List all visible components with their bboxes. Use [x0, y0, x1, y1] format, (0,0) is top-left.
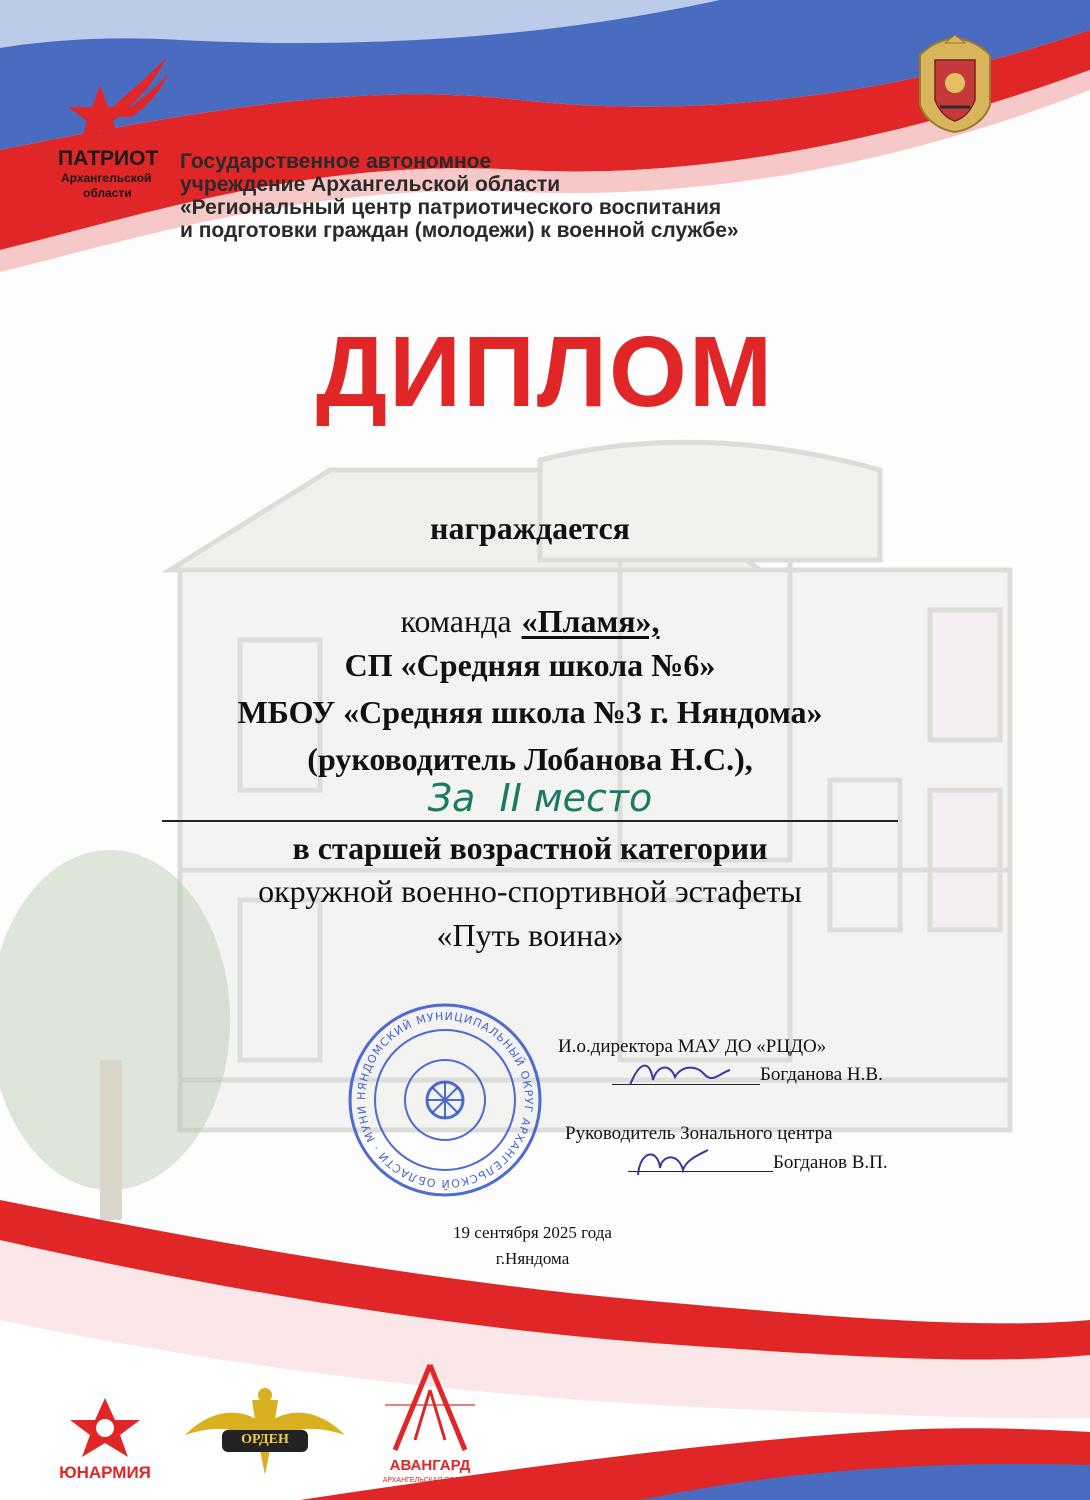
yunarmiya-star-icon	[40, 1395, 170, 1460]
avangard-logo	[365, 1360, 495, 1495]
avangard-sublabel: АРХАНГЕЛЬСКАЯ ОБЛАСТЬ	[382, 1477, 478, 1484]
signature-1-name: Богданова Н.В.	[760, 1064, 883, 1085]
orden-label: ОРДЕН	[241, 1432, 289, 1447]
patriot-logo-sub1: Архангельской	[61, 171, 152, 185]
coat-of-arms	[910, 35, 1000, 135]
diploma-title: ДИПЛОМ	[315, 316, 775, 428]
handwritten-place: За II место	[427, 776, 653, 820]
official-stamp	[345, 1000, 545, 1200]
stamp-seal-icon	[345, 1000, 545, 1200]
recipient-leader: (руководитель Лобанова Н.С.),	[307, 741, 753, 777]
patriot-star-icon	[55, 55, 175, 150]
category-line: в старшей возрастной категории	[292, 830, 768, 866]
team-prefix: команда	[400, 603, 512, 639]
recipient-school: МБОУ «Средняя школа №3 г. Няндома»	[237, 694, 823, 730]
event-line: окружной военно-спортивной эстафеты	[258, 873, 802, 909]
orden-eagle-icon	[180, 1380, 350, 1480]
organization-line: учреждение Архангельской области	[180, 173, 561, 196]
organization-block	[180, 150, 739, 242]
organization-line: и подготовки граждан (молодежи) к военной службе»	[180, 219, 739, 242]
city-line: г.Няндома	[495, 1249, 570, 1268]
patriot-logo	[55, 55, 175, 205]
signature-1-position: И.о.директора МАУ ДО «РЦДО»	[558, 1036, 827, 1057]
signature-2-name: Богданов В.П.	[773, 1152, 888, 1173]
stamp-ring-text: НЯНДОМСКИЙ МУНИЦИПАЛЬНЫЙ ОКРУГ АРХАНГЕЛЬСКОЙ ОБЛАСТИ · МУНИ	[354, 1009, 536, 1191]
event-name: «Путь воина»	[436, 917, 624, 953]
patriot-logo-sub2: области	[83, 186, 132, 200]
recipient-team-line	[0, 603, 1060, 640]
patriot-logo-name: ПАТРИОТ	[58, 147, 159, 170]
avangard-label: АВАНГАРД	[389, 1457, 471, 1474]
signature-2-mark	[628, 1140, 718, 1185]
team-name: «Пламя»,	[521, 603, 660, 639]
date-line: 19 сентября 2025 года	[453, 1223, 612, 1242]
recipient-unit: СП «Средняя школа №6»	[344, 647, 716, 683]
organization-line: Государственное автономное	[180, 150, 492, 173]
signature-1-mark	[625, 1055, 735, 1095]
orden-logo	[180, 1380, 350, 1480]
organization-line: «Региональный центр патриотического воспитания	[180, 196, 722, 219]
signature-2-position: Руководитель Зонального центра	[565, 1123, 833, 1144]
awarded-line: награждается	[430, 510, 630, 546]
yunarmiya-logo	[40, 1395, 170, 1485]
yunarmiya-label: ЮНАРМИЯ	[59, 1463, 151, 1482]
avangard-emblem-icon	[365, 1360, 495, 1455]
coat-of-arms-icon	[910, 35, 1000, 135]
place-underline	[162, 820, 898, 822]
